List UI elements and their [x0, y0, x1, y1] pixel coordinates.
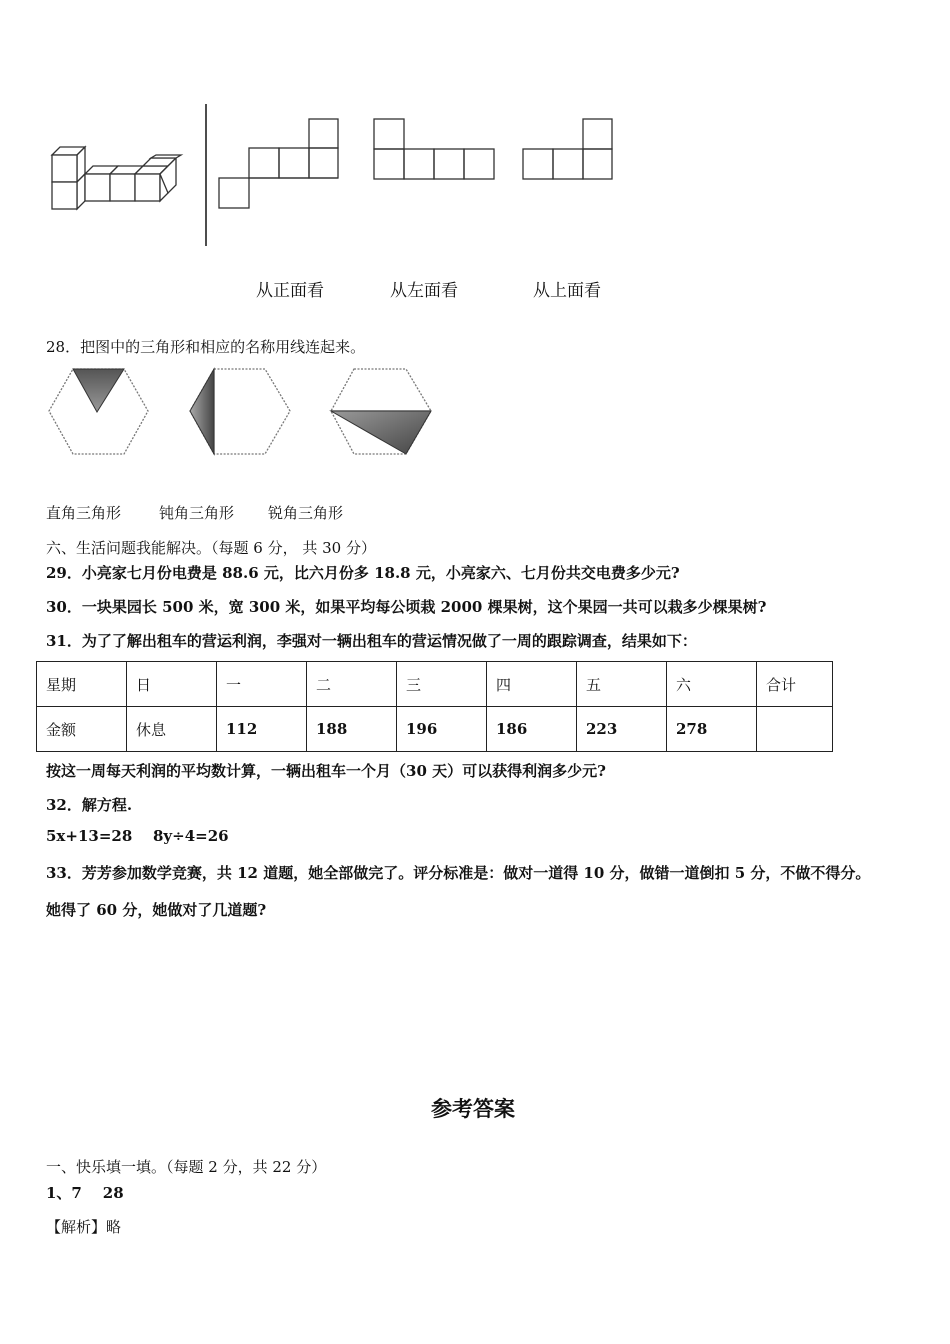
table-cell: 合计 — [757, 662, 833, 707]
question-31: 31．为了了解出租车的营运利润，李强对一辆出租车的营运情况做了一周的跟踪调查，结果如下： — [46, 632, 697, 650]
triangle-name-acute: 锐角三角形 — [268, 504, 344, 522]
table-cell: 112 — [217, 707, 307, 752]
triangle-name-obtuse: 钝角三角形 — [159, 504, 235, 522]
answer-1: 1、7 28 — [46, 1184, 124, 1202]
triangle-name-right: 直角三角形 — [46, 504, 122, 522]
taxi-profit-table — [36, 661, 833, 752]
section-6-heading: 六、生活问题我能解决。（每题 6 分， 共 30 分） — [46, 539, 376, 557]
table-cell: 休息 — [127, 707, 217, 752]
table-cell: 金额 — [37, 707, 127, 752]
question-33-line1: 33．芳芳参加数学竞赛，共 12 道题，她全部做完了。评分标准是：做对一道得 10 分，做错一道倒扣 5 分，不做不得分。 — [46, 864, 871, 882]
answer-1-analysis: 【解析】略 — [46, 1218, 122, 1236]
question-31-followup: 按这一周每天利润的平均数计算，一辆出租车一个月（30 天）可以获得利润多少元? — [46, 762, 606, 780]
table-cell: 四 — [487, 662, 577, 707]
answer-section-1-heading: 一、快乐填一填。（每题 2 分，共 22 分） — [46, 1158, 327, 1176]
table-cell: 一 — [217, 662, 307, 707]
table-header-row — [37, 662, 833, 707]
table-cell: 星期 — [37, 662, 127, 707]
table-cell: 278 — [667, 707, 757, 752]
cube-arrangement-figure — [0, 0, 950, 260]
equation-2: 8y÷4=26 — [153, 827, 229, 845]
hexagon-triangles-figure — [0, 360, 950, 470]
table-cell: 186 — [487, 707, 577, 752]
question-29: 29．小亮家七月份电费是 88.6 元，比六月份多 18.8 元，小亮家六、七月份共交电费多少元? — [46, 564, 680, 582]
table-cell: 二 — [307, 662, 397, 707]
question-32: 32．解方程. — [46, 796, 133, 814]
view-label-top: 从上面看 — [533, 281, 601, 301]
table-row — [37, 707, 833, 752]
table-cell: 223 — [577, 707, 667, 752]
table-cell: 196 — [397, 707, 487, 752]
table-cell: 日 — [127, 662, 217, 707]
question-28: 28．把图中的三角形和相应的名称用线连起来。 — [46, 338, 366, 356]
equation-1: 5x+13=28 — [46, 827, 133, 845]
table-cell: 五 — [577, 662, 667, 707]
table-cell: 三 — [397, 662, 487, 707]
question-33-line2: 她得了 60 分，她做对了几道题? — [46, 901, 267, 919]
table-cell: 188 — [307, 707, 397, 752]
table-cell: 六 — [667, 662, 757, 707]
view-label-left: 从左面看 — [390, 281, 458, 301]
table-cell — [757, 707, 833, 752]
answer-key-title: 参考答案 — [431, 1096, 515, 1121]
question-30: 30．一块果园长 500 米，宽 300 米，如果平均每公顷栽 2000 棵果树，这个果园一共可以栽多少棵果树? — [46, 598, 767, 616]
view-label-front: 从正面看 — [256, 281, 324, 301]
